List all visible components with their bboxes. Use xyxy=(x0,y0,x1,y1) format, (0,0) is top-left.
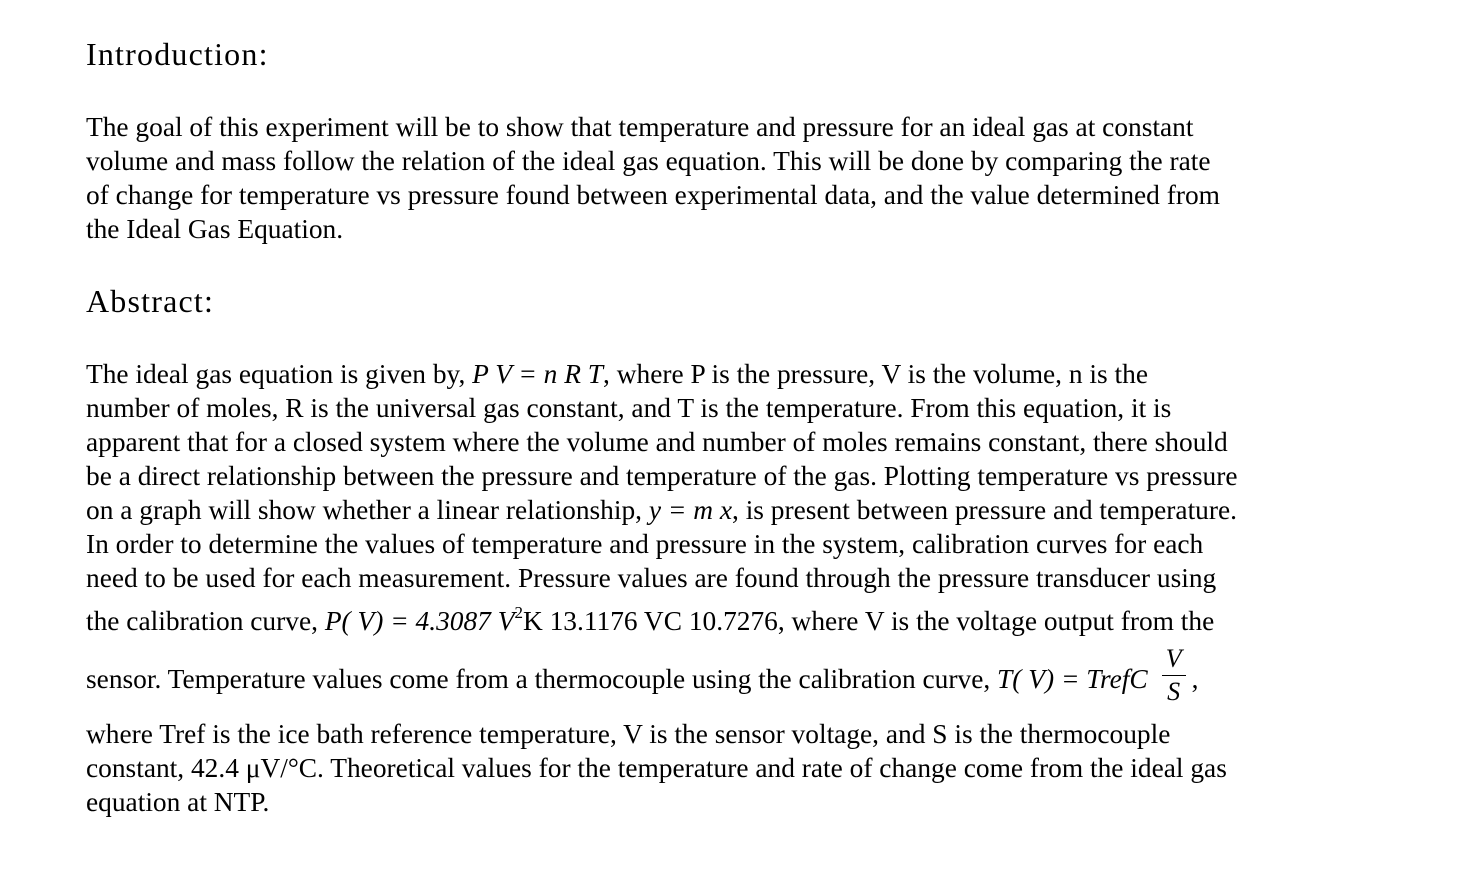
ideal-gas-equation: P V = n R T xyxy=(472,359,604,389)
introduction-paragraph xyxy=(86,110,1426,246)
abstract-text: the calibration curve, xyxy=(86,606,325,636)
abstract-line: where Tref is the ice bath reference temperature, V is the sensor voltage, and S is the thermocouple xyxy=(86,719,1171,749)
abstract-line xyxy=(86,604,1426,638)
introduction-line: the Ideal Gas Equation. xyxy=(86,214,344,244)
abstract-text: The ideal gas equation is given by, xyxy=(86,359,473,389)
fraction-numerator: V xyxy=(1162,646,1186,676)
abstract-line: need to be used for each measurement. Pressure values are found through the pressure transducer using xyxy=(86,563,1217,593)
abstract-line: constant, 42.4 μV/°C. Theoretical values for the temperature and rate of change come from the ideal gas xyxy=(86,753,1227,783)
introduction-heading: Introduction: xyxy=(86,36,269,72)
abstract-line: be a direct relationship between the pressure and temperature of the gas. Plotting temperature vs pressure xyxy=(86,461,1238,491)
abstract-line xyxy=(86,644,1426,711)
abstract-text: on a graph will show whether a linear relationship, xyxy=(86,495,649,525)
abstract-line: number of moles, R is the universal gas constant, and T is the temperature. From this equation, it is xyxy=(86,393,1172,423)
abstract-paragraph xyxy=(86,357,1426,819)
introduction-line: of change for temperature vs pressure found between experimental data, and the value determined from xyxy=(86,180,1220,210)
introduction-line: The goal of this experiment will be to show that temperature and pressure for an ideal gas at constant xyxy=(86,112,1194,142)
linear-equation: y = m x xyxy=(648,495,732,525)
fraction-denominator: S xyxy=(1167,677,1181,706)
introduction-line: volume and mass follow the relation of the ideal gas equation. This will be done by comparing the rate xyxy=(86,146,1211,176)
abstract-line xyxy=(86,493,1426,527)
abstract-text: sensor. Temperature values come from a thermocouple using the calibration curve, xyxy=(86,663,998,694)
abstract-heading: Abstract: xyxy=(86,283,215,319)
pressure-calibration-equation: P( V) = 4.3087 $V^2K$ 13.1176 VC 10.7276 xyxy=(324,603,778,636)
abstract-text: , is present between pressure and temperature. xyxy=(732,495,1238,525)
abstract-text: , where P is the pressure, V is the volume, n is the xyxy=(603,359,1148,389)
abstract-text: , where V is the voltage output from the xyxy=(777,606,1215,636)
abstract-text: , xyxy=(1191,663,1199,694)
abstract-line xyxy=(86,357,1426,391)
abstract-line: In order to determine the values of temperature and pressure in the system, calibration curves for each xyxy=(86,529,1204,559)
abstract-line: equation at NTP. xyxy=(86,787,270,817)
abstract-line: apparent that for a closed system where the volume and number of moles remains constant, there should xyxy=(86,427,1228,457)
voltage-over-constant-fraction xyxy=(1162,646,1186,705)
temperature-calibration-equation: T( V) = TrefC xyxy=(997,663,1148,694)
